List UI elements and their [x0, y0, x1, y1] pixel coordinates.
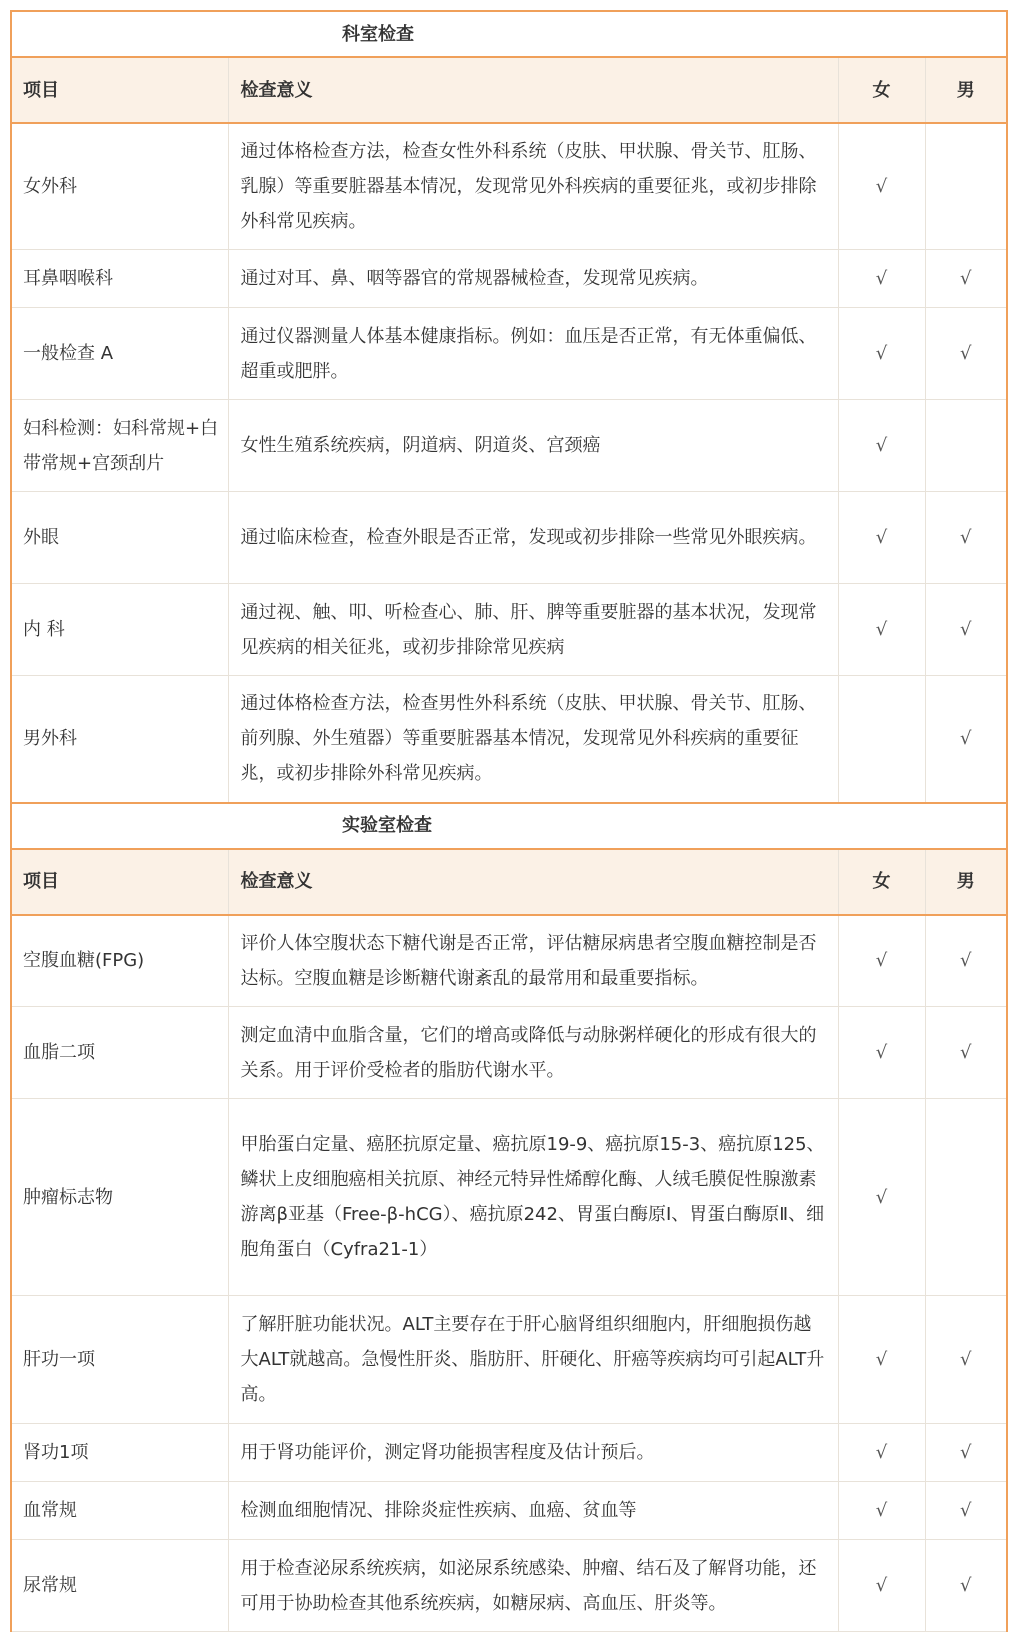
row-desc: 评价人体空腹状态下糖代谢是否正常，评估糖尿病患者空腹血糖控制是否达标。空腹血糖是诊断糖代谢紊乱的最常用和最重要指标。 — [228, 915, 838, 1007]
header-male: 男 — [925, 849, 1007, 915]
row-item: 血常规 — [11, 1482, 228, 1540]
row-desc: 测定血清中血脂含量，它们的增高或降低与动脉粥样硬化的形成有很大的关系。用于评价受检者的脂肪代谢水平。 — [228, 1007, 838, 1099]
row-male-check: √ — [925, 915, 1007, 1007]
row-item: 空腹血糖(FPG) — [11, 915, 228, 1007]
row-desc: 用于检查泌尿系统疾病，如泌尿系统感染、肿瘤、结石及了解肾功能，还可用于协助检查其他系统疾病，如糖尿病、高血压、肝炎等。 — [228, 1540, 838, 1632]
row-item: 肝功一项 — [11, 1296, 228, 1424]
row-male-check: √ — [925, 308, 1007, 400]
row-item: 外眼 — [11, 492, 228, 584]
table-row — [11, 492, 1007, 584]
table-row — [11, 584, 1007, 676]
table-row — [11, 676, 1007, 803]
row-item: 肾功1项 — [11, 1424, 228, 1482]
row-female-check: √ — [838, 1540, 925, 1632]
row-desc: 女性生殖系统疾病，阴道病、阴道炎、宫颈癌 — [228, 400, 838, 492]
table-row — [11, 250, 1007, 308]
row-male-check: √ — [925, 492, 1007, 584]
row-desc: 通过仪器测量人体基本健康指标。例如：血压是否正常，有无体重偏低、超重或肥胖。 — [228, 308, 838, 400]
row-desc: 通过对耳、鼻、咽等器官的常规器械检查，发现常见疾病。 — [228, 250, 838, 308]
row-female-check: √ — [838, 1007, 925, 1099]
row-desc: 通过体格检查方法，检查男性外科系统（皮肤、甲状腺、骨关节、肛肠、前列腺、外生殖器）等重要脏器基本情况，发现常见外科疾病的重要征兆，或初步排除外科常见疾病。 — [228, 676, 838, 803]
table-header-row — [11, 849, 1007, 915]
row-male-check — [925, 400, 1007, 492]
row-male-check: √ — [925, 1007, 1007, 1099]
row-desc: 通过体格检查方法，检查女性外科系统（皮肤、甲状腺、骨关节、肛肠、乳腺）等重要脏器基本情况，发现常见外科疾病的重要征兆，或初步排除外科常见疾病。 — [228, 123, 838, 250]
table-row — [11, 308, 1007, 400]
row-desc: 甲胎蛋白定量、癌胚抗原定量、癌抗原19-9、癌抗原15-3、癌抗原125、鳞状上皮细胞癌相关抗原、神经元特异性烯醇化酶、人绒毛膜促性腺激素游离β亚基（Free-β-hCG）、癌抗原242、胃蛋白酶原Ⅰ、胃蛋白酶原Ⅱ、细胞角蛋白（Cyfra21-1） — [228, 1099, 838, 1296]
table-row — [11, 1540, 1007, 1632]
row-desc: 通过视、触、叩、听检查心、肺、肝、脾等重要脏器的基本状况，发现常见疾病的相关征兆，或初步排除常见疾病 — [228, 584, 838, 676]
table-row — [11, 400, 1007, 492]
table-row — [11, 1007, 1007, 1099]
header-desc: 检查意义 — [228, 57, 838, 123]
row-female-check: √ — [838, 250, 925, 308]
header-item: 项目 — [11, 849, 228, 915]
row-female-check: √ — [838, 1099, 925, 1296]
table-row — [11, 123, 1007, 250]
row-female-check: √ — [838, 1424, 925, 1482]
row-female-check: √ — [838, 915, 925, 1007]
row-desc: 通过临床检查，检查外眼是否正常，发现或初步排除一些常见外眼疾病。 — [228, 492, 838, 584]
row-male-check: √ — [925, 1296, 1007, 1424]
row-item: 妇科检测：妇科常规+白带常规+宫颈刮片 — [11, 400, 228, 492]
row-female-check: √ — [838, 1482, 925, 1540]
row-item: 内 科 — [11, 584, 228, 676]
row-female-check: √ — [838, 1296, 925, 1424]
header-male: 男 — [925, 57, 1007, 123]
table-header-row — [11, 57, 1007, 123]
table-row — [11, 1296, 1007, 1424]
row-male-check: √ — [925, 584, 1007, 676]
row-male-check: √ — [925, 250, 1007, 308]
row-female-check: √ — [838, 308, 925, 400]
exam-table — [10, 10, 1008, 1632]
row-female-check: √ — [838, 400, 925, 492]
row-female-check: √ — [838, 492, 925, 584]
row-male-check: √ — [925, 1424, 1007, 1482]
row-female-check: √ — [838, 123, 925, 250]
section-title-row — [11, 803, 1007, 849]
row-desc: 检测血细胞情况、排除炎症性疾病、血癌、贫血等 — [228, 1482, 838, 1540]
header-female: 女 — [838, 849, 925, 915]
row-item: 女外科 — [11, 123, 228, 250]
header-female: 女 — [838, 57, 925, 123]
header-desc: 检查意义 — [228, 849, 838, 915]
row-desc: 了解肝脏功能状况。ALT主要存在于肝心脑肾组织细胞内，肝细胞损伤越大ALT就越高。急慢性肝炎、脂肪肝、肝硬化、肝癌等疾病均可引起ALT升高。 — [228, 1296, 838, 1424]
table-row — [11, 915, 1007, 1007]
row-desc: 用于肾功能评价，测定肾功能损害程度及估计预后。 — [228, 1424, 838, 1482]
row-female-check: √ — [838, 584, 925, 676]
table-row — [11, 1099, 1007, 1296]
section-title: 科室检查 — [11, 11, 1007, 57]
section-title: 实验室检查 — [11, 803, 1007, 849]
row-item: 男外科 — [11, 676, 228, 803]
section-title-row — [11, 11, 1007, 57]
table-row — [11, 1482, 1007, 1540]
row-female-check — [838, 676, 925, 803]
header-item: 项目 — [11, 57, 228, 123]
row-male-check — [925, 123, 1007, 250]
row-male-check: √ — [925, 1482, 1007, 1540]
row-male-check: √ — [925, 1540, 1007, 1632]
row-item: 肿瘤标志物 — [11, 1099, 228, 1296]
table-row — [11, 1424, 1007, 1482]
row-item: 血脂二项 — [11, 1007, 228, 1099]
row-item: 耳鼻咽喉科 — [11, 250, 228, 308]
row-male-check: √ — [925, 676, 1007, 803]
row-item: 一般检查 A — [11, 308, 228, 400]
row-item: 尿常规 — [11, 1540, 228, 1632]
row-male-check — [925, 1099, 1007, 1296]
